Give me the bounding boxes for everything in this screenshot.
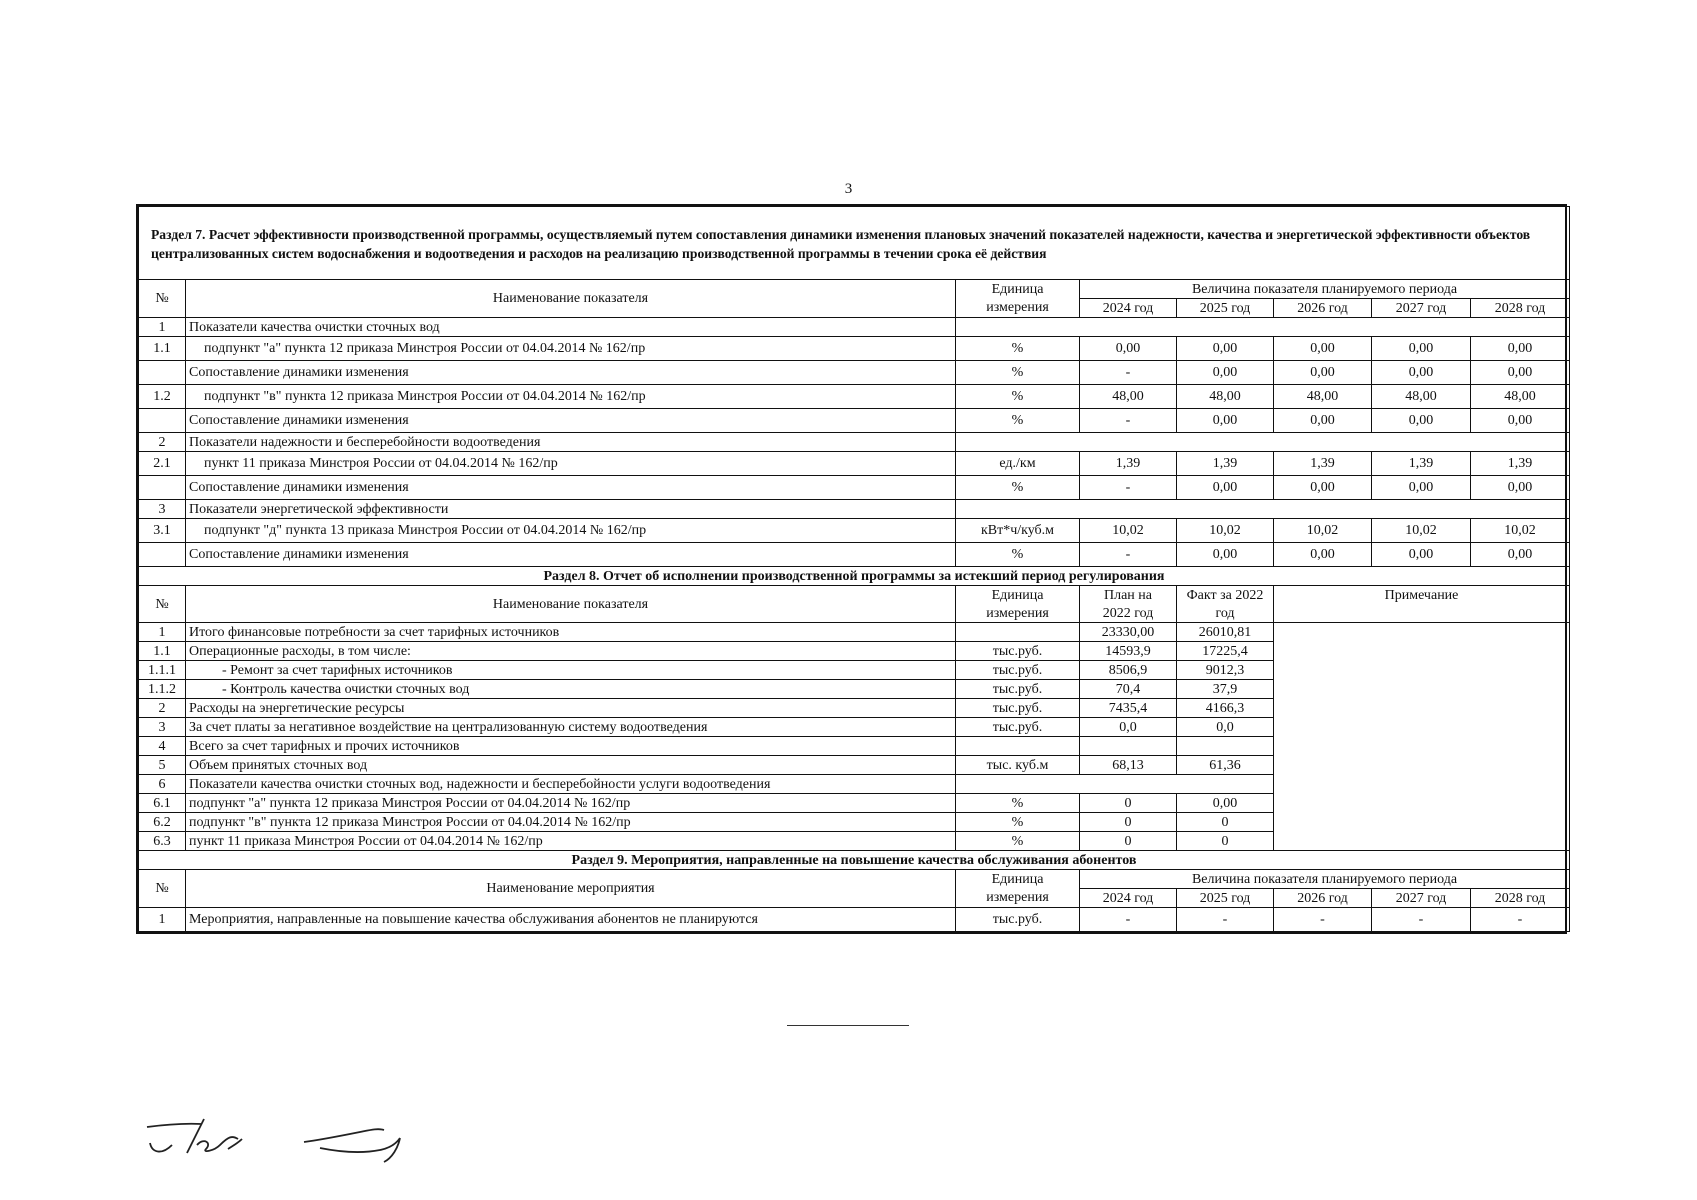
- value-cell: -: [1080, 543, 1177, 567]
- row-number: 1: [139, 908, 186, 932]
- section9-title: Раздел 9. Мероприятия, направленные на повышение качества обслуживания абонентов: [139, 851, 1570, 870]
- fact-value: 37,9: [1177, 680, 1274, 699]
- s7-col-period: Величина показателя планируемого периода: [1080, 280, 1570, 299]
- value-cell: 0,00: [1274, 337, 1372, 361]
- plan-value: 7435,4: [1080, 699, 1177, 718]
- plan-value: 14593,9: [1080, 642, 1177, 661]
- table-row: [139, 519, 1570, 543]
- unit-cell: [956, 737, 1080, 756]
- fact-value: 26010,81: [1177, 623, 1274, 642]
- indicator-name: Объем принятых сточных вод: [186, 756, 956, 775]
- row-number: 1: [139, 318, 186, 337]
- unit-cell: %: [956, 385, 1080, 409]
- value-cell: 0,00: [1177, 337, 1274, 361]
- indicator-name: пункт 11 приказа Минстроя России от 04.04.2014 № 162/пр: [186, 832, 956, 851]
- value-cell: 10,02: [1274, 519, 1372, 543]
- s9-year: 2028 год: [1471, 889, 1570, 908]
- table-row: [139, 318, 1570, 337]
- fact-value: 0,00: [1177, 794, 1274, 813]
- row-number: 3.1: [139, 519, 186, 543]
- indicator-name: Показатели энергетической эффективности: [186, 500, 956, 519]
- value-cell: 1,39: [1177, 452, 1274, 476]
- s8-col-plan-2: 2022 год: [1080, 604, 1177, 623]
- value-cell: 0,00: [1372, 361, 1471, 385]
- value-cell: 0,00: [1080, 337, 1177, 361]
- table-row: [139, 500, 1570, 519]
- s7-year: 2027 год: [1372, 299, 1471, 318]
- unit-cell: тыс.руб.: [956, 642, 1080, 661]
- table-row: [139, 623, 1570, 642]
- plan-value: 0: [1080, 832, 1177, 851]
- value-cell: 10,02: [1080, 519, 1177, 543]
- value-cell: 48,00: [1080, 385, 1177, 409]
- plan-value: [1080, 737, 1177, 756]
- unit-cell: тыс.руб.: [956, 718, 1080, 737]
- row-number: 1.2: [139, 385, 186, 409]
- value-cell: 0,00: [1471, 361, 1570, 385]
- blank-cell: [956, 500, 1570, 519]
- blank-cell: [956, 318, 1570, 337]
- value-cell: 0,00: [1372, 476, 1471, 500]
- s7-year: 2026 год: [1274, 299, 1372, 318]
- indicator-name: Сопоставление динамики изменения: [186, 409, 956, 433]
- row-number: [139, 409, 186, 433]
- row-number: 2: [139, 433, 186, 452]
- value-cell: 0,00: [1372, 409, 1471, 433]
- signature-1: [142, 1115, 272, 1163]
- value-cell: 1,39: [1471, 452, 1570, 476]
- row-number: 2: [139, 699, 186, 718]
- note-cell: [1274, 623, 1570, 851]
- fact-value: [1177, 737, 1274, 756]
- s7-col-name: Наименование показателя: [186, 280, 956, 318]
- s9-col-name: Наименование мероприятия: [186, 870, 956, 908]
- row-number: 1.1.1: [139, 661, 186, 680]
- value-cell: 0,00: [1471, 337, 1570, 361]
- value-cell: 0,00: [1274, 409, 1372, 433]
- row-number: 3: [139, 500, 186, 519]
- s8-col-fact-1: Факт за 2022: [1177, 586, 1274, 605]
- row-number: 6: [139, 775, 186, 794]
- value-cell: 0,00: [1274, 543, 1372, 567]
- s9-col-period: Величина показателя планируемого периода: [1080, 870, 1570, 889]
- plan-value: 0: [1080, 794, 1177, 813]
- indicator-name: Всего за счет тарифных и прочих источников: [186, 737, 956, 756]
- value-cell: 0,00: [1471, 476, 1570, 500]
- value-cell: 0,00: [1471, 409, 1570, 433]
- unit-cell: [956, 623, 1080, 642]
- unit-cell: кВт*ч/куб.м: [956, 519, 1080, 543]
- value-cell: 0,00: [1177, 361, 1274, 385]
- row-number: 6.2: [139, 813, 186, 832]
- indicator-name: Операционные расходы, в том числе:: [186, 642, 956, 661]
- value-cell: 0,00: [1372, 337, 1471, 361]
- page-number: 3: [844, 181, 853, 197]
- s8-col-unit-2: измерения: [956, 604, 1080, 623]
- s8-col-note: Примечание: [1274, 586, 1570, 605]
- indicator-name: подпункт "в" пункта 12 приказа Минстроя России от 04.04.2014 № 162/пр: [186, 813, 956, 832]
- value-cell: 0,00: [1471, 543, 1570, 567]
- value-cell: -: [1080, 908, 1177, 932]
- report-table: [138, 206, 1570, 932]
- s9-year: 2025 год: [1177, 889, 1274, 908]
- plan-value: 68,13: [1080, 756, 1177, 775]
- indicator-name: подпункт "а" пункта 12 приказа Минстроя России от 04.04.2014 № 162/пр: [186, 337, 956, 361]
- unit-cell: %: [956, 832, 1080, 851]
- row-number: 3: [139, 718, 186, 737]
- s7-year: 2024 год: [1080, 299, 1177, 318]
- s7-col-unit-2: измерения: [956, 299, 1080, 318]
- signature-2: [300, 1118, 420, 1166]
- row-number: 6.1: [139, 794, 186, 813]
- indicator-name: подпункт "в" пункта 12 приказа Минстроя России от 04.04.2014 № 162/пр: [186, 385, 956, 409]
- value-cell: -: [1080, 409, 1177, 433]
- s7-col-num: №: [139, 280, 186, 318]
- s8-col-name: Наименование показателя: [186, 586, 956, 623]
- unit-cell: тыс.руб.: [956, 680, 1080, 699]
- indicator-name: Расходы на энергетические ресурсы: [186, 699, 956, 718]
- plan-value: 8506,9: [1080, 661, 1177, 680]
- table-row: [139, 385, 1570, 409]
- indicator-name: подпункт "а" пункта 12 приказа Минстроя России от 04.04.2014 № 162/пр: [186, 794, 956, 813]
- table-row: [139, 908, 1570, 932]
- fact-value: 0: [1177, 813, 1274, 832]
- row-number: 4: [139, 737, 186, 756]
- value-cell: -: [1080, 361, 1177, 385]
- unit-cell: %: [956, 476, 1080, 500]
- plan-value: 0,0: [1080, 718, 1177, 737]
- indicator-name: Показатели качества очистки сточных вод: [186, 318, 956, 337]
- value-cell: -: [1274, 908, 1372, 932]
- row-number: 1.1: [139, 642, 186, 661]
- s9-col-unit-2: измерения: [956, 889, 1080, 908]
- table-row: [139, 452, 1570, 476]
- s8-col-fact-2: год: [1177, 604, 1274, 623]
- separator-line: [787, 1025, 909, 1026]
- unit-cell: тыс.руб.: [956, 661, 1080, 680]
- indicator-name: - Ремонт за счет тарифных источников: [186, 661, 956, 680]
- table-row: [139, 337, 1570, 361]
- unit-cell: %: [956, 543, 1080, 567]
- value-cell: 48,00: [1274, 385, 1372, 409]
- indicator-name: Показатели надежности и бесперебойности водоотведения: [186, 433, 956, 452]
- blank-cell: [956, 433, 1570, 452]
- row-number: [139, 543, 186, 567]
- indicator-name: За счет платы за негативное воздействие на централизованную систему водоотведения: [186, 718, 956, 737]
- indicator-name: Итого финансовые потребности за счет тарифных источников: [186, 623, 956, 642]
- fact-value: 0,0: [1177, 718, 1274, 737]
- table-row: [139, 361, 1570, 385]
- value-cell: 0,00: [1274, 476, 1372, 500]
- value-cell: 0,00: [1177, 543, 1274, 567]
- row-number: 2.1: [139, 452, 186, 476]
- document-frame: [136, 204, 1567, 934]
- table-row: [139, 409, 1570, 433]
- unit-cell: %: [956, 337, 1080, 361]
- s8-col-num: №: [139, 586, 186, 623]
- fact-value: 17225,4: [1177, 642, 1274, 661]
- value-cell: 0,00: [1177, 409, 1274, 433]
- blank-cell: [956, 775, 1274, 794]
- indicator-name: Сопоставление динамики изменения: [186, 361, 956, 385]
- row-number: 6.3: [139, 832, 186, 851]
- indicator-name: Сопоставление динамики изменения: [186, 543, 956, 567]
- row-number: [139, 361, 186, 385]
- unit-cell: %: [956, 813, 1080, 832]
- value-cell: 10,02: [1177, 519, 1274, 543]
- row-number: 1: [139, 623, 186, 642]
- value-cell: 48,00: [1471, 385, 1570, 409]
- s7-col-unit-1: Единица: [956, 280, 1080, 299]
- value-cell: -: [1471, 908, 1570, 932]
- row-number: 1.1: [139, 337, 186, 361]
- s9-col-unit-1: Единица: [956, 870, 1080, 889]
- fact-value: 9012,3: [1177, 661, 1274, 680]
- plan-value: 0: [1080, 813, 1177, 832]
- table-row: [139, 476, 1570, 500]
- fact-value: 4166,3: [1177, 699, 1274, 718]
- unit-cell: %: [956, 361, 1080, 385]
- s7-year: 2028 год: [1471, 299, 1570, 318]
- plan-value: 70,4: [1080, 680, 1177, 699]
- value-cell: 1,39: [1372, 452, 1471, 476]
- row-number: [139, 476, 186, 500]
- value-cell: 10,02: [1471, 519, 1570, 543]
- s9-year: 2027 год: [1372, 889, 1471, 908]
- value-cell: 1,39: [1274, 452, 1372, 476]
- plan-value: 23330,00: [1080, 623, 1177, 642]
- value-cell: 0,00: [1177, 476, 1274, 500]
- unit-cell: %: [956, 409, 1080, 433]
- value-cell: 48,00: [1177, 385, 1274, 409]
- indicator-name: Показатели качества очистки сточных вод, надежности и бесперебойности услуги водоотведения: [186, 775, 956, 794]
- value-cell: 10,02: [1372, 519, 1471, 543]
- indicator-name: подпункт "д" пункта 13 приказа Минстроя России от 04.04.2014 № 162/пр: [186, 519, 956, 543]
- table-row: [139, 433, 1570, 452]
- unit-cell: ед./км: [956, 452, 1080, 476]
- fact-value: 61,36: [1177, 756, 1274, 775]
- fact-value: 0: [1177, 832, 1274, 851]
- value-cell: -: [1177, 908, 1274, 932]
- indicator-name: Сопоставление динамики изменения: [186, 476, 956, 500]
- table-row: [139, 543, 1570, 567]
- s9-year: 2026 год: [1274, 889, 1372, 908]
- s8-col-unit-1: Единица: [956, 586, 1080, 605]
- s8-col-plan-1: План на: [1080, 586, 1177, 605]
- value-cell: 0,00: [1372, 543, 1471, 567]
- s9-col-num: №: [139, 870, 186, 908]
- s9-year: 2024 год: [1080, 889, 1177, 908]
- section8-title: Раздел 8. Отчет об исполнении производственной программы за истекший период регулирования: [139, 567, 1570, 586]
- row-number: 5: [139, 756, 186, 775]
- measure-name: Мероприятия, направленные на повышение качества обслуживания абонентов не планируются: [186, 908, 956, 932]
- section7-title: Раздел 7. Расчет эффективности производственной программы, осуществляемый путем сопоставления динамики изменения плановых значений показателей надежности, качества и энергетической эффективности объектов централизованных систем водоснабжения и водоотведения и расходов на реализацию производственной программы в течении срока её действия: [139, 207, 1570, 280]
- row-number: 1.1.2: [139, 680, 186, 699]
- s8-note-spacer: [1274, 604, 1570, 623]
- unit-cell: тыс.руб.: [956, 908, 1080, 932]
- unit-cell: %: [956, 794, 1080, 813]
- unit-cell: тыс.руб.: [956, 699, 1080, 718]
- s7-year: 2025 год: [1177, 299, 1274, 318]
- indicator-name: - Контроль качества очистки сточных вод: [186, 680, 956, 699]
- value-cell: -: [1080, 476, 1177, 500]
- value-cell: -: [1372, 908, 1471, 932]
- value-cell: 0,00: [1274, 361, 1372, 385]
- unit-cell: тыс. куб.м: [956, 756, 1080, 775]
- indicator-name: пункт 11 приказа Минстроя России от 04.04.2014 № 162/пр: [186, 452, 956, 476]
- value-cell: 1,39: [1080, 452, 1177, 476]
- value-cell: 48,00: [1372, 385, 1471, 409]
